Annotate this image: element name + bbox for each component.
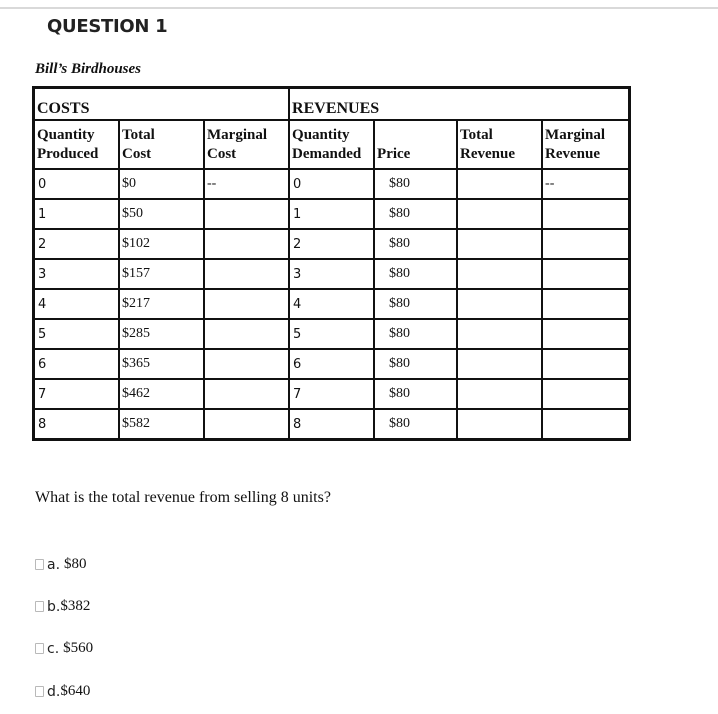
cell-total-cost: $462 [119,379,204,409]
table-row [34,169,629,199]
answer-option-a[interactable] [35,556,87,573]
cell-quantity-demanded: 4 [289,289,374,319]
answer-option-b[interactable] [35,598,90,615]
cell-quantity-demanded: 1 [289,199,374,229]
table-row [34,289,629,319]
cell-total-revenue [457,379,542,409]
header-line: Quantity [37,126,95,143]
cell-quantity-produced: 7 [34,379,119,409]
cell-marginal-cost [204,409,289,439]
header-line: Cost [207,145,237,162]
section-header-row [34,88,629,120]
cell-total-revenue [457,349,542,379]
cell-quantity-demanded: 3 [289,259,374,289]
cell-price: $80 [374,319,457,349]
header-line: Produced [37,145,99,162]
header-quantity-demanded [289,120,374,169]
cell-price: $80 [374,199,457,229]
header-line: Total [460,126,493,143]
cell-quantity-produced: 3 [34,259,119,289]
table-row [34,319,629,349]
cell-total-cost: $50 [119,199,204,229]
header-total-cost [119,120,204,169]
cell-quantity-demanded: 7 [289,379,374,409]
case-title: Bill’s Birdhouses [35,61,142,77]
column-header-row [34,120,629,169]
header-marginal-cost [204,120,289,169]
cell-quantity-demanded: 2 [289,229,374,259]
header-price [374,120,457,169]
cell-marginal-revenue [542,409,629,439]
option-text: $382 [60,598,91,614]
cell-total-cost: $157 [119,259,204,289]
option-letter: a. [47,556,61,573]
cell-price: $80 [374,229,457,259]
header-line: Revenue [545,145,601,162]
costs-section-label: COSTS [34,88,289,120]
header-line: Demanded [292,145,362,162]
top-divider [0,7,718,9]
header-line: Marginal [207,126,267,143]
cell-total-cost: $0 [119,169,204,199]
cell-marginal-cost [204,229,289,259]
cell-total-revenue [457,409,542,439]
cell-price: $80 [374,259,457,289]
table-row [34,379,629,409]
cell-total-cost: $217 [119,289,204,319]
cell-total-cost: $582 [119,409,204,439]
cell-total-revenue [457,169,542,199]
radio-button[interactable] [35,686,44,697]
cell-marginal-cost [204,199,289,229]
cell-price: $80 [374,379,457,409]
question-title: QUESTION 1 [47,16,168,37]
option-letter: b. [47,598,61,615]
cell-marginal-revenue [542,259,629,289]
header-line: Price [377,145,411,162]
cell-marginal-revenue [542,349,629,379]
cell-price: $80 [374,409,457,439]
header-quantity-produced [34,120,119,169]
cell-marginal-revenue: -- [542,169,629,199]
cell-total-cost: $102 [119,229,204,259]
header-line: Quantity [292,126,350,143]
cell-marginal-revenue [542,319,629,349]
cell-price: $80 [374,169,457,199]
table-row [34,349,629,379]
radio-button[interactable] [35,643,44,654]
birdhouse-table [32,86,631,441]
cell-marginal-revenue [542,199,629,229]
header-line: Total [122,126,155,143]
revenues-section-label: REVENUES [289,88,629,120]
cell-quantity-demanded: 0 [289,169,374,199]
cell-quantity-produced: 2 [34,229,119,259]
cell-marginal-revenue [542,289,629,319]
table-row [34,259,629,289]
cell-marginal-revenue [542,379,629,409]
cell-marginal-cost: -- [204,169,289,199]
table-row [34,229,629,259]
option-text: $80 [64,556,87,572]
option-text: $640 [60,683,91,699]
answer-option-d[interactable] [35,683,90,700]
cell-marginal-cost [204,379,289,409]
cell-quantity-demanded: 5 [289,319,374,349]
cell-quantity-produced: 6 [34,349,119,379]
cell-total-revenue [457,289,542,319]
cell-quantity-produced: 0 [34,169,119,199]
option-text: $560 [63,640,94,656]
question-text: What is the total revenue from selling 8 units? [35,489,331,506]
cell-marginal-revenue [542,229,629,259]
cell-quantity-produced: 1 [34,199,119,229]
answer-option-c[interactable] [35,640,93,657]
option-letter: c. [47,640,60,657]
radio-button[interactable] [35,559,44,570]
cell-price: $80 [374,349,457,379]
table-row [34,409,629,439]
cell-total-cost: $365 [119,349,204,379]
header-line: Marginal [545,126,606,143]
cell-marginal-cost [204,259,289,289]
cell-total-revenue [457,199,542,229]
table-row [34,199,629,229]
cell-quantity-produced: 5 [34,319,119,349]
cell-total-revenue [457,319,542,349]
cell-marginal-cost [204,289,289,319]
cell-total-revenue [457,229,542,259]
cell-quantity-demanded: 6 [289,349,374,379]
cell-marginal-cost [204,349,289,379]
radio-button[interactable] [35,601,44,612]
cell-quantity-produced: 8 [34,409,119,439]
header-line: Cost [122,145,152,162]
header-marginal-revenue [542,120,629,169]
header-line: Revenue [460,145,516,162]
header-total-revenue [457,120,542,169]
cell-quantity-produced: 4 [34,289,119,319]
option-letter: d. [47,683,61,700]
cell-quantity-demanded: 8 [289,409,374,439]
cell-marginal-cost [204,319,289,349]
cell-total-revenue [457,259,542,289]
cell-price: $80 [374,289,457,319]
cell-total-cost: $285 [119,319,204,349]
